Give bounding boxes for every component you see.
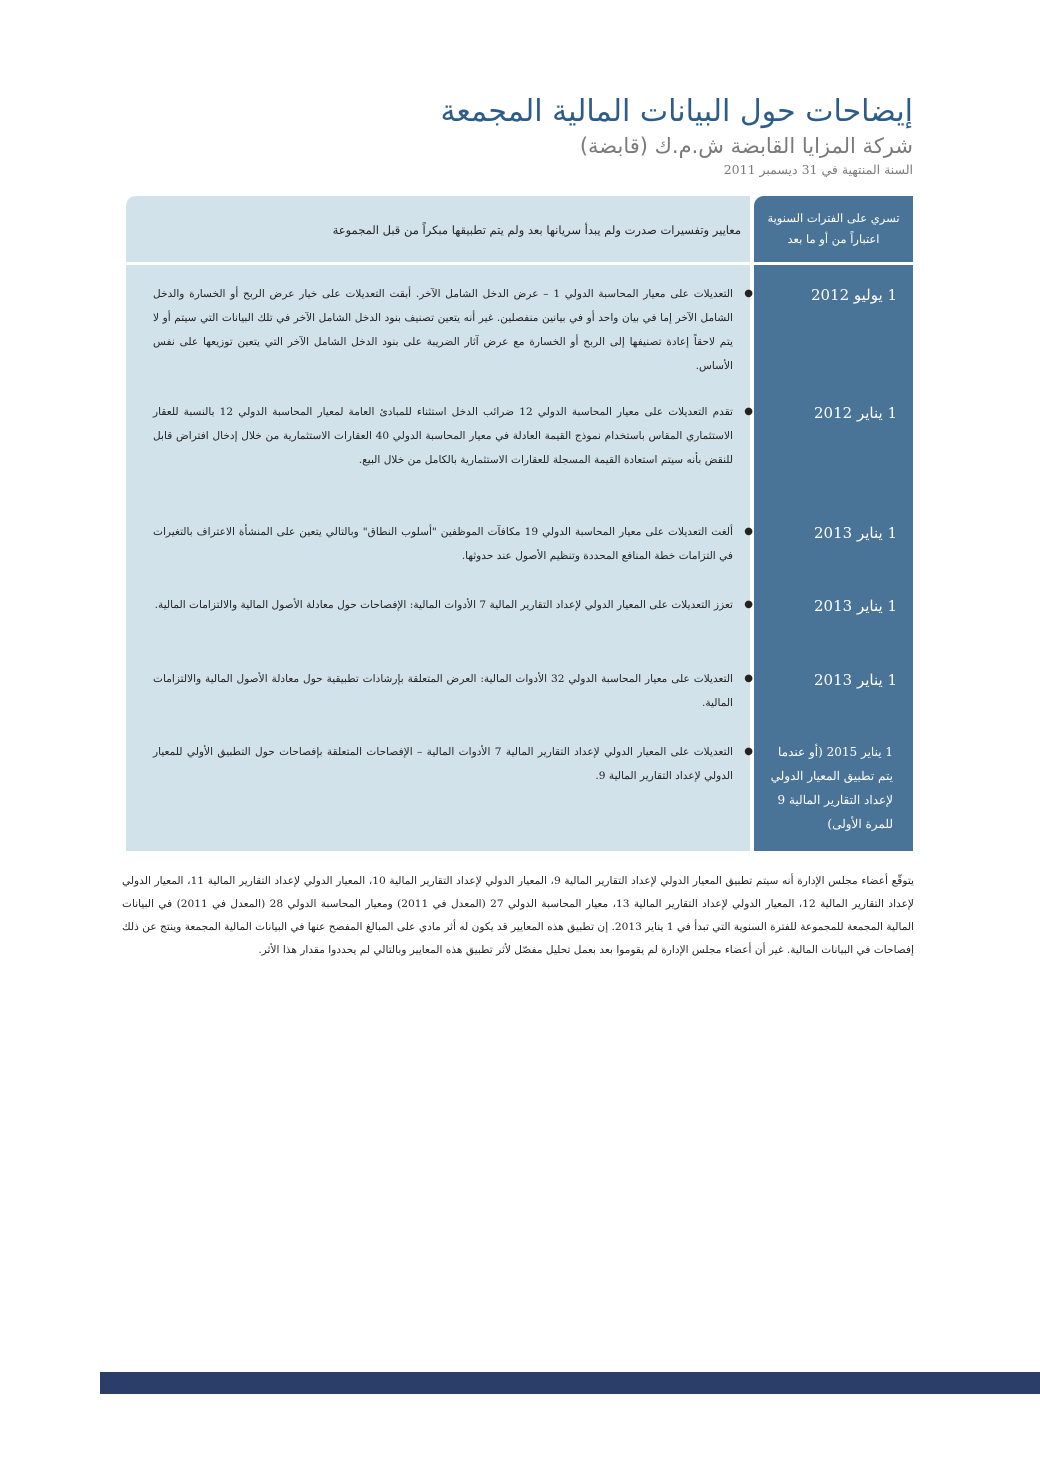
row-text: تقدم التعديلات على معيار المحاسبة الدولي 12 ضرائب الدخل استثناء للمبادئ العامة لمعيار المحاسبة الدولي 12 بالنسبة للعقار الاستثماري المقاس باستخدام نموذج القيمة العادلة في معيار المحاسبة الدولي 40 العقارات الاستثمارية من خلال إدخال افتراض قابل للنقض بأنه سيتم استعادة القيمة المسجلة للعقارات الاستثمارية بالكامل من خلال البيع. (153, 406, 734, 466)
table-row (153, 740, 753, 788)
document-title: إيضاحات حول البيانات المالية المجمعة (440, 94, 913, 129)
row-date: 1 يناير 2013 (814, 524, 897, 542)
standards-table (126, 196, 913, 851)
footer-bar (100, 1372, 1040, 1394)
company-name: شركة المزايا القابضة ش.م.ك (قابضة) (579, 134, 913, 158)
table-row (153, 400, 753, 472)
row-date: 1 يناير 2013 (814, 597, 897, 615)
row-text: التعديلات على معيار المحاسبة الدولي 32 الأدوات المالية: العرض المتعلقة بإرشادات تطبيقية حول معادلة الأصول المالية والالتزامات المالية. (153, 673, 733, 709)
table-row (153, 593, 753, 617)
bullet-icon: ● (744, 406, 753, 417)
row-text: ألغت التعديلات على معيار المحاسبة الدولي 19 مكافآت الموظفين "أسلوب النطاق" وبالتالي يتعين على المنشأة الاعتراف بالتغيرات في التزامات خطة المنافع المحددة وتنظيم الأصول عند حدوثها. (153, 526, 733, 562)
bullet-icon: ● (744, 746, 753, 757)
standards-header: معايير وتفسيرات صدرت ولم يبدأ سريانها بعد ولم يتم تطبيقها مبكراً من قبل المجموعة (332, 223, 741, 237)
bullet-icon: ● (744, 288, 753, 299)
bullet-icon: ● (744, 599, 753, 610)
row-text: تعزز التعديلات على المعيار الدولي لإعداد التقارير المالية 7 الأدوات المالية: الإفصاحات حول معادلة الأصول المالية والالتزامات المالية. (154, 599, 733, 611)
row-date: 1 يناير 2013 (814, 671, 897, 689)
period-label: السنة المنتهية في 31 ديسمبر 2011 (723, 162, 913, 177)
effective-date-header: تسري على الفترات السنوية اعتباراً من أو ما بعد (767, 211, 900, 246)
row-date: 1 يناير 2012 (814, 404, 897, 422)
row-text: التعديلات على معيار المحاسبة الدولي 1 – عرض الدخل الشامل الآخر. أبقت التعديلات على خيار عرض الربح أو الخسارة والدخل الشامل الآخر إما في بيان واحد أو في بيانين منفصلين. غير أنه يتعين تصنيف بنود الدخل الشامل الآخر في تلك البيانات التي سيتم أو لا يتم لاحقاً إعادة تصنيفها إلى الربح أو الخسارة مع عرض آثار الضريبة على بنود الدخل الشامل الآخر التي يتعين توزيعها على نفس الأساس. (153, 288, 733, 372)
bullet-icon: ● (744, 526, 753, 537)
header-divider (126, 262, 913, 265)
standards-impact-note: يتوقّع أعضاء مجلس الإدارة أنه سيتم تطبيق المعيار الدولي لإعداد التقارير المالية 9، المعيار الدولي لإعداد التقارير المالية 10، المعيار الدولي لإعداد التقارير المالية 11، المعيار الدولي لإعداد التقارير المالية 12، المعيار الدولي لإعداد التقارير المالية 13، معيار المحاسبة الدولي 27 (المعدل في 2011) ومعيار المحاسبة الدولي 28 (المعدل في 2011) في البيانات المالية المجمعة للمجموعة للفترة السنوية التي تبدأ في 1 يناير 2013. إن تطبيق هذه المعايير قد يكون له أثر مادي على المبالغ المفصح عنها في البيانات المالية المجمعة وينتج عن ذلك إفصاحات في البيانات المالية. غير أن أعضاء مجلس الإدارة لم يقوموا بعد بعمل تحليل مفصّل لأثر تطبيق هذه المعايير وبالتالي لم يحددوا مقدار هذا الأثر. (122, 875, 915, 956)
row-date: 1 يناير 2015 (أو عندما يتم تطبيق المعيار الدولي لإعداد التقارير المالية 9 للمرة الأولى) (770, 745, 893, 831)
row-date: 1 يوليو 2012 (810, 286, 897, 304)
page-header (133, 92, 913, 180)
table-row (153, 282, 753, 378)
table-row (153, 520, 753, 568)
table-row (153, 667, 753, 715)
bullet-icon: ● (744, 673, 753, 684)
row-text: التعديلات على المعيار الدولي لإعداد التقارير المالية 7 الأدوات المالية – الإفصاحات المتعلقة بإفصاحات حول التطبيق الأولي للمعيار الدولي لإعداد التقارير المالية 9. (153, 746, 733, 782)
